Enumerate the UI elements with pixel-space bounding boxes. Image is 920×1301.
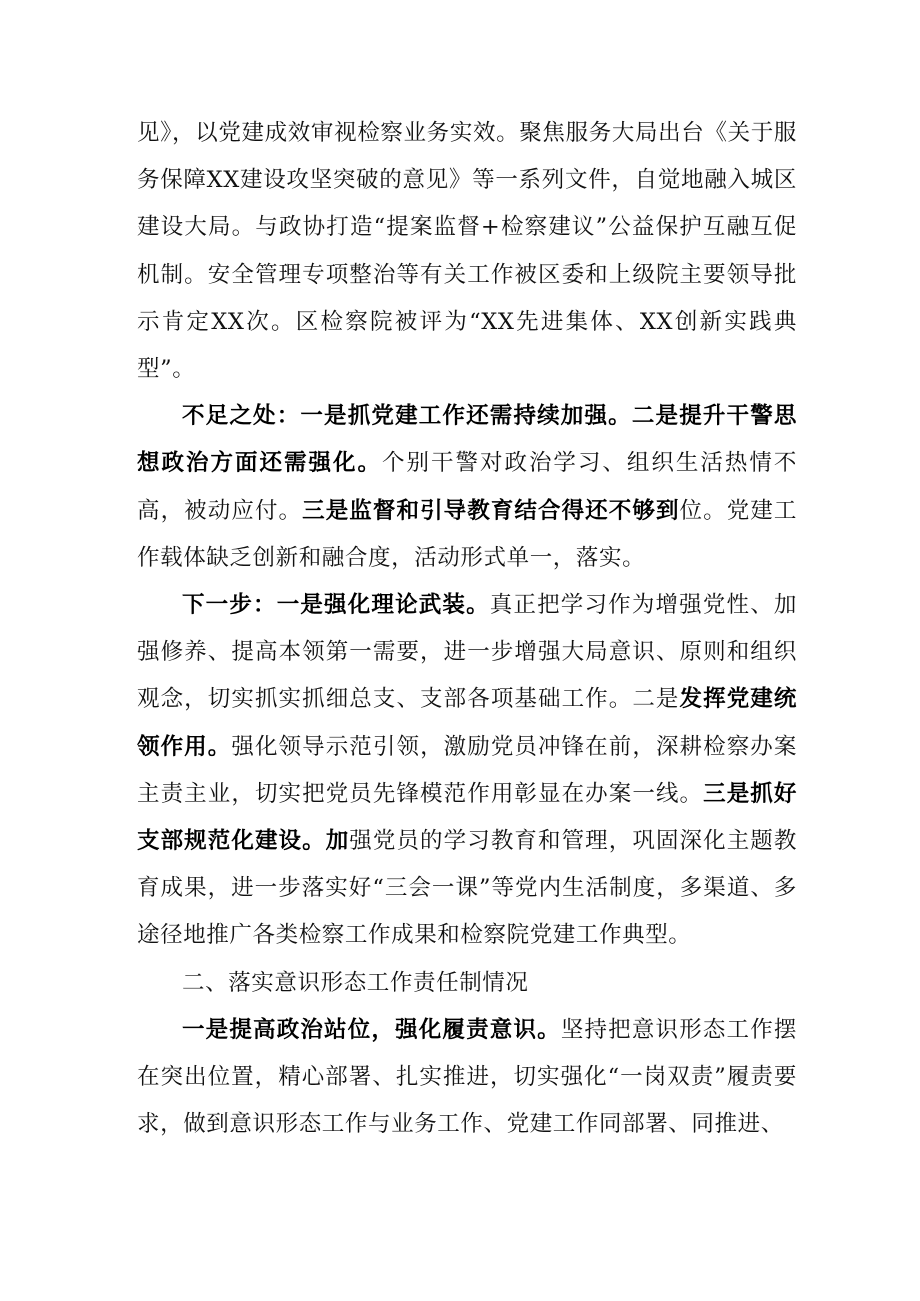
- text-run: 位。党建工作载体缺乏创新和融合度，活动形式单一，落实。: [137, 497, 797, 571]
- paragraph-political-stance: [137, 1007, 797, 1149]
- text-run: 个别干警对政治学习、组织生活热情不高，被动应付。: [137, 450, 797, 524]
- text-run: 坚持把意识形态工作摆在突出位置，精心部署、扎实推进，切实强化“一岗双责”履责要求，做到意识形态工作与业务工作、党建工作同部署、同推进、: [137, 1016, 797, 1138]
- heading-text: 二、落实意识形态工作责任制情况: [182, 969, 529, 996]
- text-run: 真正把学习作为增强党性、加强修养、提高本领第一需要，进一步增强大局意识、原则和组织观念，切实抓实抓细总支、支部各项基础工作。二是: [137, 592, 797, 713]
- text-run: 强化领导示范引领，激励党员冲锋在前，深耕检察办案主责主业，切实把党员先锋模范作用彰显在办案一线。: [137, 733, 797, 807]
- bold-run: 三是抓好支部规范化建设。加: [137, 780, 797, 855]
- bold-run: 不足之处：一是抓党建工作还需持续加强。二是提升干警思想政治方面还需强化。: [137, 403, 797, 477]
- paragraph-continuation: [137, 110, 797, 393]
- text-run: 强党员的学习教育和管理，巩固深化主题教育成果，进一步落实好“三会一课”等党内生活制度，多渠道、多途径地推广各类检察工作成果和检察院党建工作典型。: [137, 828, 797, 949]
- bold-run: 三是监督和引导教育结合得还不够到: [302, 497, 680, 524]
- paragraph-shortcomings: [137, 393, 797, 582]
- document-body: [137, 110, 797, 1148]
- paragraph-next-steps: [137, 582, 797, 960]
- bold-run: 一是提高政治站位，强化履责意识。: [182, 1016, 561, 1043]
- bold-run: 发挥党建统领作用。: [137, 686, 797, 760]
- text-run: 见》，以党建成效审视检察业务实效。聚焦服务大局出台《关于服务保障XX建设攻坚突破的意见》等一系列文件，自觉地融入城区建设大局。与政协打造“提案监督+检察建议”公益保护互融互促机制。安全管理专项整治等有关工作被区委和上级院主要领导批示肯定XX次。区检察院被评为“XX先进集体、XX创新实践典型”。: [137, 120, 797, 383]
- section-heading: [137, 960, 797, 1007]
- bold-run: 下一步：一是强化理论武装。: [182, 592, 490, 619]
